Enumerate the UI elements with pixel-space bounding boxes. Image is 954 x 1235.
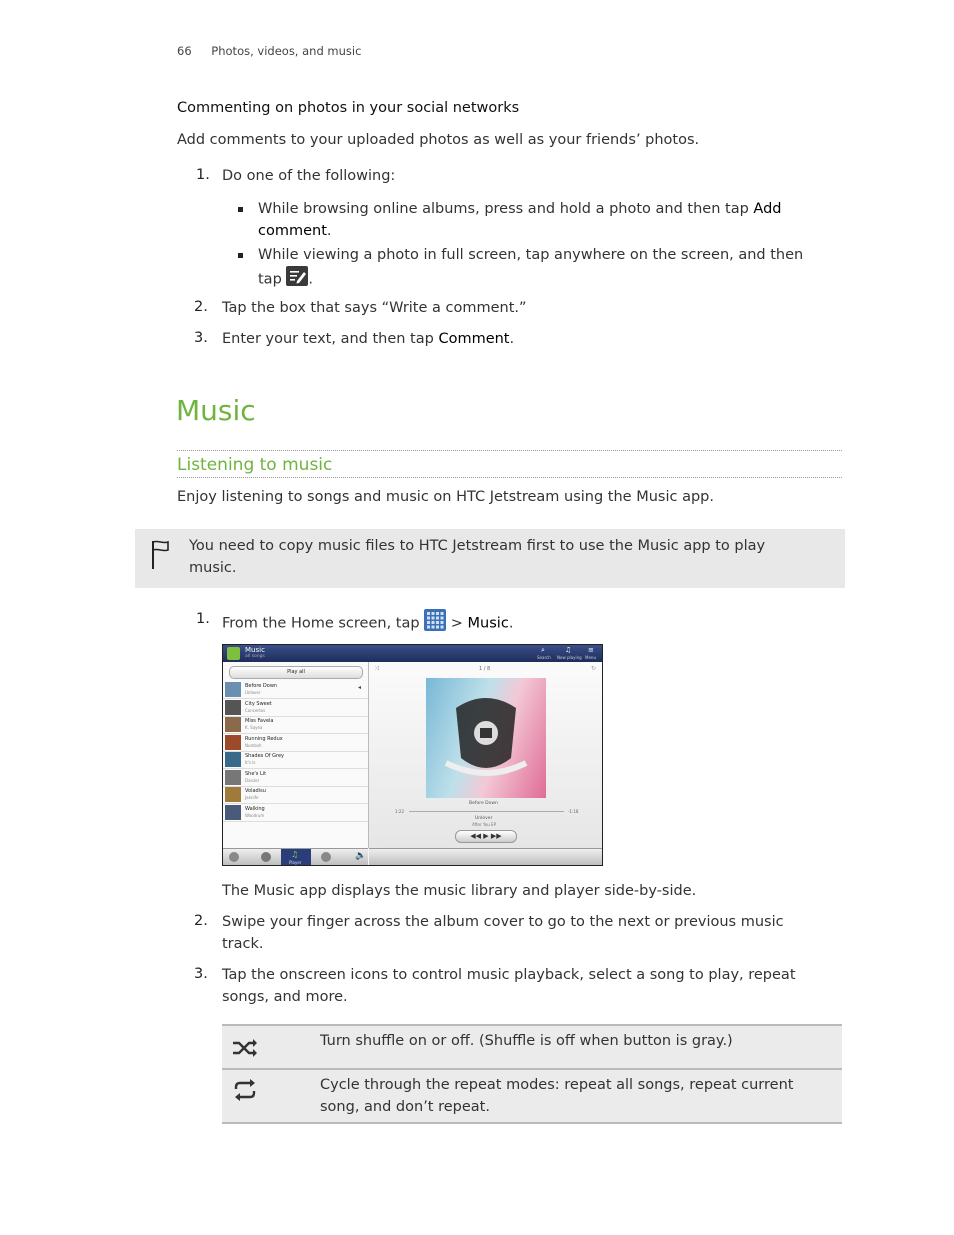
app-title-bar <box>223 645 602 662</box>
album-art-crest <box>426 678 546 798</box>
menu-icon[interactable]: ≡ <box>588 646 594 654</box>
step-number: 3. <box>194 330 208 346</box>
step-line: track. <box>222 936 264 952</box>
song-artist: It's Is <box>245 760 256 765</box>
next-icon[interactable]: ▶▶ <box>490 832 502 840</box>
song-album-art <box>225 787 241 802</box>
music-intro: Enjoy listening to songs and music on HTC Jetstream using the Music app. <box>177 489 714 505</box>
icon-cell <box>222 1069 320 1123</box>
bullet-marker <box>238 253 243 258</box>
step-line: songs, and more. <box>222 989 348 1005</box>
toolbar-label: Search <box>537 655 551 660</box>
song-artist: Concertos <box>245 707 266 713</box>
divider <box>177 450 842 451</box>
repeat-icon <box>232 1078 320 1109</box>
song-row[interactable] <box>223 734 368 752</box>
song-title: Before Down <box>245 683 278 689</box>
step-line: Swipe your finger across the album cover to go to the next or previous music <box>222 914 784 930</box>
bullet-strong: Add <box>753 201 782 217</box>
note-text <box>189 535 829 579</box>
search-icon[interactable]: ⌕ <box>541 646 545 654</box>
step-text-part: Enter your text, and then tap <box>222 331 439 347</box>
song-artist: Unlover <box>245 690 261 695</box>
all-apps-icon <box>424 609 446 638</box>
song-row[interactable] <box>223 804 368 822</box>
control-description: song, and don’t repeat. <box>320 1099 490 1115</box>
song-album-art <box>225 770 241 785</box>
table-row <box>222 1025 842 1069</box>
song-title: She's Lit <box>245 770 267 777</box>
screenshot-caption: The Music app displays the music library and player side-by-side. <box>222 883 697 899</box>
icon-cell <box>222 1025 320 1069</box>
song-album-art <box>225 682 241 697</box>
player-tab-label: Player <box>289 860 302 865</box>
step-strong: Music <box>467 615 509 632</box>
music-app-screenshot <box>222 644 603 866</box>
volume-icon[interactable]: 🔈 <box>355 851 367 861</box>
album-cover[interactable] <box>426 678 546 798</box>
song-album-art <box>225 717 241 732</box>
now-playing-album: After You EP <box>472 822 496 827</box>
player-tab-icon: ♫ <box>291 850 299 859</box>
player-panel <box>369 662 602 848</box>
play-all-label: Play all <box>287 669 305 675</box>
controls-table <box>222 1024 842 1124</box>
step-text-part: . <box>509 331 515 347</box>
control-description: Turn shuffle on or off. (Shuffle is off when button is gray.) <box>320 1033 733 1049</box>
step-text-part: From the Home screen, tap <box>222 615 425 632</box>
right-bottom-bar <box>355 848 602 866</box>
song-row[interactable] <box>223 751 368 769</box>
description-cell <box>320 1069 842 1123</box>
song-title: Voladisu <box>245 788 266 794</box>
song-artist: K. Sayea <box>245 725 263 730</box>
bullet-strong: comment <box>258 223 327 239</box>
progress-track[interactable] <box>409 811 564 812</box>
bullet-marker <box>238 207 243 212</box>
step-number: 3. <box>194 966 208 982</box>
step-text <box>222 911 842 955</box>
step-number: 1. <box>196 611 210 627</box>
playback-controls <box>455 830 517 843</box>
song-album-art <box>225 752 241 767</box>
commenting-intro: Add comments to your uploaded photos as well as your friends’ photos. <box>177 132 700 148</box>
step-number: 2. <box>194 299 208 315</box>
repeat-icon[interactable]: ↻ <box>591 665 597 672</box>
play-all-button[interactable] <box>229 666 363 679</box>
bullet-item <box>258 244 848 293</box>
step-number: 2. <box>194 913 208 929</box>
bottom-tab-bar <box>223 848 368 866</box>
commenting-heading: Commenting on photos in your social networks <box>177 100 520 116</box>
bullet-text: While viewing a photo in full screen, tap anywhere on the screen, and then <box>258 247 804 263</box>
song-artist: Numbsh <box>245 742 262 748</box>
step-number: 1. <box>196 167 210 183</box>
page-number: 66 <box>177 44 192 58</box>
song-row[interactable] <box>223 786 368 804</box>
artists-tab-icon[interactable] <box>229 852 239 862</box>
bullet-text: While browsing online albums, press and hold a photo and then tap <box>258 201 754 217</box>
note-line: You need to copy music files to HTC Jetstream first to use the Music app to play <box>189 538 766 554</box>
description-cell <box>320 1025 842 1069</box>
play-icon[interactable]: ▶ <box>483 832 489 840</box>
playing-indicator-icon: ◂ <box>358 684 362 691</box>
divider <box>177 477 842 478</box>
step-text <box>222 609 513 638</box>
song-album-art <box>225 700 241 715</box>
song-album-art <box>225 805 241 820</box>
table-row <box>222 1069 842 1123</box>
note-line: music. <box>189 560 237 576</box>
toolbar-label: Menu <box>585 655 596 660</box>
comment-icon <box>286 266 308 293</box>
now-playing-icon[interactable]: ♫ <box>565 646 572 654</box>
song-title: Shades Of Grey <box>245 753 284 759</box>
step-text-part: . <box>508 615 514 632</box>
song-row[interactable] <box>223 681 368 699</box>
song-row[interactable] <box>223 769 368 787</box>
control-description: Cycle through the repeat modes: repeat all songs, repeat current <box>320 1077 794 1093</box>
step-text <box>222 328 514 350</box>
bullet-item <box>258 198 838 242</box>
step-text <box>222 964 842 1008</box>
song-artist: Danzer <box>245 777 260 783</box>
song-artist: Woodrum <box>245 812 265 818</box>
bullet-text: . <box>326 223 332 239</box>
listening-heading: Listening to music <box>177 455 333 475</box>
track-counter: 1 / 8 <box>479 666 491 672</box>
time-elapsed: 1:22 <box>395 809 404 814</box>
step-strong: Comment <box>438 331 510 347</box>
app-subtitle: all songs <box>245 654 265 659</box>
app-title: Music <box>245 646 265 654</box>
song-row[interactable] <box>223 699 368 717</box>
song-title: Walking <box>245 805 265 812</box>
bullet-text: tap <box>258 271 287 288</box>
playlists-tab-icon[interactable] <box>321 852 331 862</box>
now-playing-title: Before Down <box>469 801 498 806</box>
song-row[interactable] <box>223 716 368 734</box>
song-title: Miss Favela <box>245 718 274 724</box>
song-artist: Jaknife <box>245 795 259 800</box>
player-tab[interactable] <box>281 849 311 866</box>
previous-icon[interactable]: ◀◀ <box>470 832 482 840</box>
note-box <box>135 529 845 588</box>
running-header <box>177 44 361 58</box>
music-app-icon <box>227 647 240 660</box>
song-title: Running Redux <box>245 735 283 742</box>
step-text: Tap the box that says “Write a comment.” <box>222 300 527 316</box>
toolbar-label: Now playing <box>557 655 582 660</box>
shuffle-icon <box>232 1038 320 1065</box>
albums-tab-icon[interactable] <box>261 852 271 862</box>
step-text-part: > <box>446 615 468 632</box>
time-total: -1:18 <box>568 809 579 814</box>
shuffle-icon[interactable]: ⤨ <box>374 665 379 672</box>
music-heading: Music <box>176 394 256 427</box>
song-title: City Sweet <box>245 700 272 707</box>
now-playing-artist: Unlover <box>475 816 493 821</box>
flag-icon <box>149 539 171 575</box>
song-album-art <box>225 735 241 750</box>
bullet-text: . <box>308 271 313 288</box>
song-list-panel <box>223 662 369 848</box>
step-text: Do one of the following: <box>222 168 396 184</box>
section-title: Photos, videos, and music <box>211 44 362 58</box>
step-line: Tap the onscreen icons to control music playback, select a song to play, repeat <box>222 967 796 983</box>
